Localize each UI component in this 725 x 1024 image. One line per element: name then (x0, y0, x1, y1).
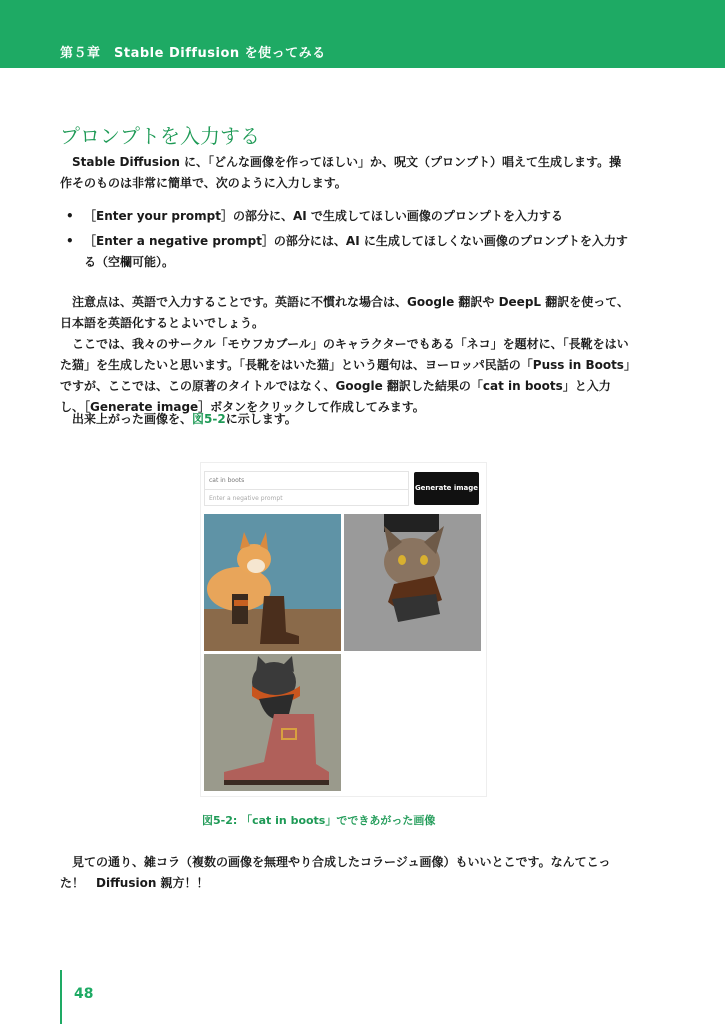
footer-rule (60, 970, 62, 1024)
generated-image-2[interactable] (344, 514, 481, 651)
section-title: プロンプトを入力する (60, 124, 260, 148)
generated-image-3[interactable] (204, 654, 341, 791)
page-number: 48 (74, 986, 94, 1002)
note-paragraph: 注意点は、英語で入力することです。英語に不慣れな場合は、Google 翻訳や DeepL 翻訳を使って、日本語を英語化するとよいでしょう。 (60, 295, 629, 330)
bullet-text: ［Enter your prompt］の部分に、AI で生成してほしい画像のプロンプトを入力する (84, 209, 563, 223)
result-text-end: に示します。 (225, 412, 297, 426)
example-paragraph: ここでは、我々のサークル「モウフカブール」のキャラクターでもある「ネコ」を題材に、「長靴をはいた猫」を生成したいと思います。「長靴をはいた猫」という題句は、ヨーロッパ民話の「Puss in Boots」ですが、ここでは、この原著のタイトルではなく、Google 翻訳した結果の「cat in boots」と入力し、［Generate image］ボタンをクリックして作成してみます。 (60, 337, 630, 414)
closing-paragraph: 見ての通り、雑コラ（複数の画像を無理やり合成したコラージュ画像）もいいとこです。なんてこった！ Diffusion 親方！！ (60, 855, 611, 890)
negative-prompt-input[interactable]: Enter a negative prompt (204, 489, 409, 506)
result-paragraph (60, 409, 632, 430)
figure-caption: 図5-2: 「cat in boots」でできあがった画像 (202, 814, 436, 827)
intro-paragraph: Stable Diffusion に、「どんな画像を作ってほしい」か、呪文（プロンプト）唱えて生成します。操作そのものは非常に簡単で、次のように入力します。 (60, 155, 622, 190)
generated-image-1[interactable] (204, 514, 341, 651)
figure-reference: 図5-2 (192, 412, 226, 426)
chapter-title: 第５章 Stable Diffusion を使ってみる (60, 46, 326, 61)
figure-screenshot (200, 462, 487, 797)
generate-image-button[interactable]: Generate image (414, 472, 479, 505)
bullet-item: • ［Enter your prompt］の部分に、AI で生成してほしい画像のプロンプトを入力する (66, 209, 563, 223)
bullet-item: • ［Enter a negative prompt］の部分には、AI に生成してほしくない画像のプロンプトを入力する（空欄可能）。 (66, 234, 628, 269)
bullet-text: ［Enter a negative prompt］の部分には、AI に生成してほしくない画像のプロンプトを入力する（空欄可能）。 (84, 234, 628, 269)
empty-image-slot (344, 654, 481, 791)
result-text: 出来上がった画像を、 (72, 412, 193, 426)
bullet-list (60, 206, 632, 277)
prompt-input[interactable]: cat in boots (204, 471, 409, 489)
